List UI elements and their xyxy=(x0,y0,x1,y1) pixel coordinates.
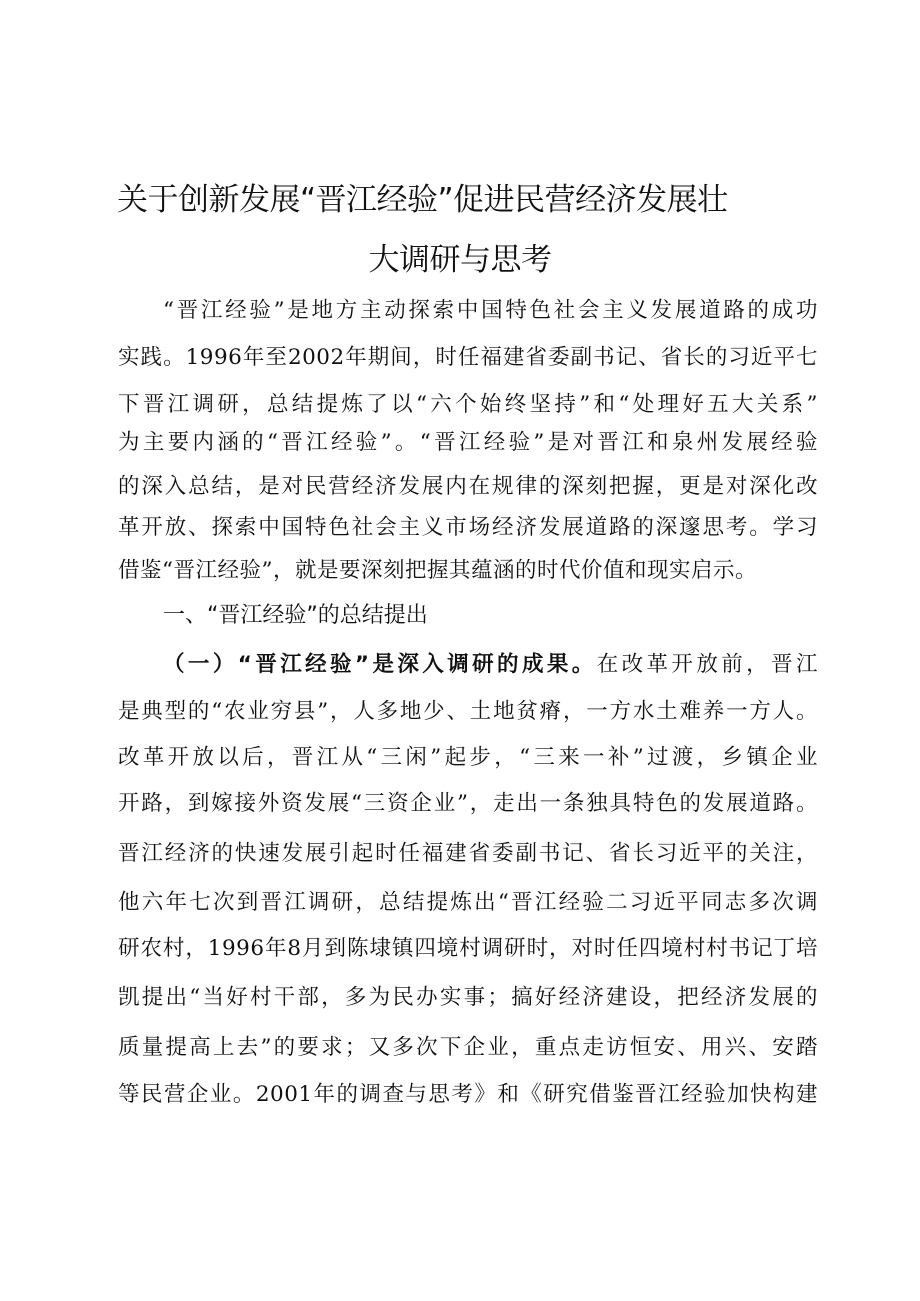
intro-line: 的深入总结，是对民营经济发展内在规律的深刻把握，更是对深化改 xyxy=(118,474,818,499)
document-title-line-2: 大调研与思考 xyxy=(368,242,552,278)
body-line: 晋江经济的快速发展引起时任福建省委副书记、省长习近平的关注， xyxy=(118,841,818,866)
body-line: 等民营企业。2001年的调查与思考》和《研究借鉴晋江经验加快构建 xyxy=(118,1082,818,1107)
body-line: 研农村，1996年8月到陈埭镇四境村调研时，对时任四境村村书记丁培 xyxy=(118,936,818,961)
intro-line: 下晋江调研，总结提炼了以“六个始终坚持”和“处理好五大关系” xyxy=(118,392,818,417)
section-heading: 一、“晋江经验”的总结提出 xyxy=(163,603,428,628)
body-line: 是典型的“农业穷县”，人多地少、土地贫瘠，一方水土难养一方人。 xyxy=(118,699,818,724)
body-line: 他六年七次到晋江调研，总结提炼出“晋江经验二习近平同志多次调 xyxy=(118,890,818,915)
subsection-first-line xyxy=(163,650,818,680)
document-title-line-1: 关于创新发展“晋江经验”促进民营经济发展壮 xyxy=(117,182,728,218)
body-line: 凯提出“当好村干部，多为民办实事；搞好经济建设，把经济发展的 xyxy=(118,985,818,1010)
body-line: 质量提高上去”的要求；又多次下企业，重点走访恒安、用兴、安踏 xyxy=(118,1035,818,1060)
intro-line: 革开放、探索中国特色社会主义市场经济发展道路的深邃思考。学习 xyxy=(118,515,818,540)
intro-line: “晋江经验”是地方主动探索中国特色社会主义发展道路的成功 xyxy=(163,298,818,323)
intro-line: 为主要内涵的“晋江经验”。“晋江经验”是对晋江和泉州发展经验 xyxy=(118,430,818,455)
subsection-first-text: 在改革开放前，晋江 xyxy=(596,652,818,677)
intro-line: 实践。1996年至2002年期间，时任福建省委副书记、省长的习近平七 xyxy=(118,345,818,370)
body-line: 改革开放以后，晋江从“三闲”起步，“三来一补”过渡，乡镇企业 xyxy=(118,745,818,770)
intro-line: 借鉴“晋江经验”，就是要深刻把握其蕴涵的时代价值和现实启示。 xyxy=(118,558,757,583)
body-line: 开路，到嫁接外资发展“三资企业”，走出一条独具特色的发展道路。 xyxy=(118,791,818,816)
subsection-heading: （一）“晋江经验”是深入调研的成果。 xyxy=(163,652,597,677)
